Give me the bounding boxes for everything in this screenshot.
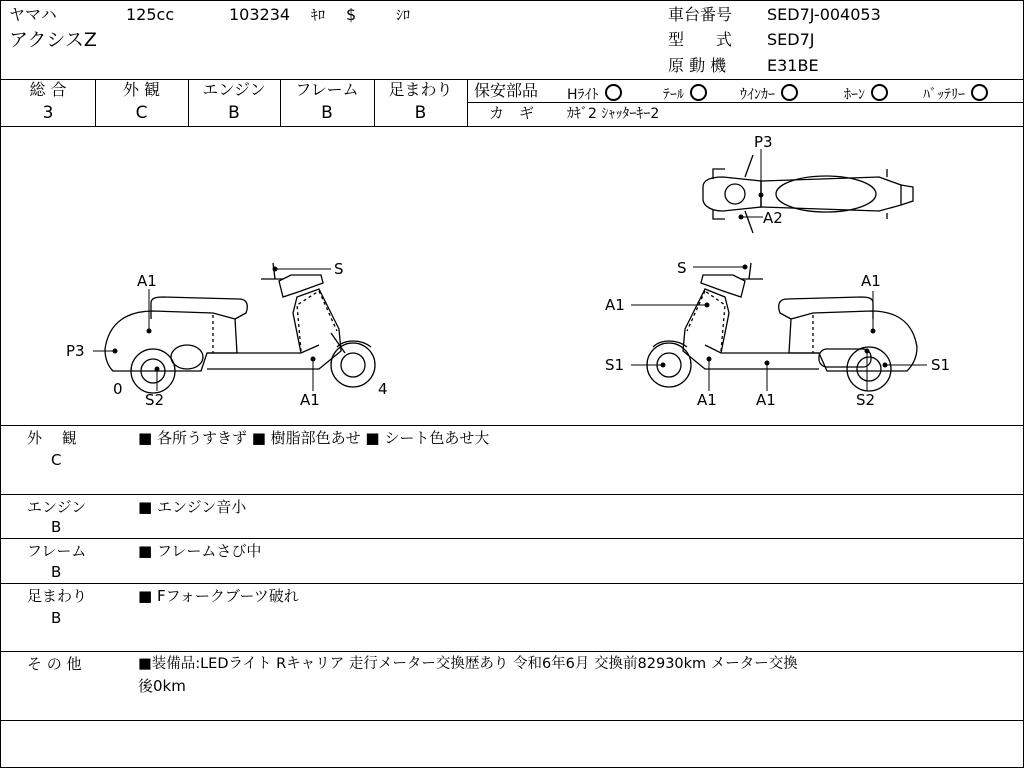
grade-label-frame: フレーム [295,80,359,99]
label-s1-right-left: S1 [605,356,625,374]
remark-text-exterior: ■ 各所うすきず ■ 樹脂部色あせ ■ シート色あせ大 [138,429,490,447]
frame-number-label: 車台番号 [668,5,733,24]
label-s2-right: S2 [856,391,876,409]
scooter-top-view [703,155,913,233]
ok-circle-icon [971,84,988,101]
safety-title: 保安部品 [474,81,539,100]
label-s-right: S [677,259,687,277]
remark-text-frame: ■ フレームさび中 [138,542,262,560]
label-s1-right-right: S1 [931,356,951,374]
safety-item-winker: ｳｲﾝｶｰ [740,84,798,102]
frame-number: SED7J-004053 [767,5,881,24]
grade-value-frame: B [321,103,333,123]
label-s-left: S [334,260,344,278]
label-p3-top: P3 [754,133,773,151]
grade-value-exterior: C [135,103,148,123]
label-zero: 0 [113,380,123,398]
label-a1-left-top: A1 [137,272,157,290]
model-name: アクシスZ [9,29,97,51]
remark-category-engine: エンジン [27,498,87,516]
label-a2-top: A2 [763,209,783,227]
ok-circle-icon [781,84,798,101]
remark-category-exterior: 外 観 [27,429,77,447]
remark-grade-exterior: C [51,451,62,469]
grade-label-suspension: 足まわり [388,80,453,99]
safety-item-tail: ﾃｰﾙ [663,84,707,102]
label-a1-right-top: A1 [861,272,881,290]
safety-item-battery: ﾊﾞｯﾃﾘｰ [923,84,988,102]
color: ｼﾛ [396,8,410,24]
remark-category-other: そ の 他 [27,655,82,673]
displacement: 125cc [126,5,175,24]
type-value: SED7J [767,30,815,49]
label-a1-right-bottom-1: A1 [697,391,717,409]
ok-circle-icon [690,84,707,101]
remark-grade-engine: B [51,518,62,536]
damage-diagram [1,127,1023,425]
engine-label: 原 動 機 [668,56,727,75]
ok-circle-icon [871,84,888,101]
key-value: ｶｷﾞ2 ｼｬｯﾀｰｷｰ2 [567,106,660,122]
maker: ヤマハ [9,5,57,24]
remark-text-engine: ■ エンジン音小 [138,498,247,516]
label-a1-right-bottom-2: A1 [756,391,776,409]
remark-text-other: ■装備品:LEDライト Rキャリア 走行メーター交換歴あり 令和6年6月 交換前82930km メーター交換 [138,656,798,672]
label-p3-left: P3 [66,342,85,360]
grade-label-overall: 総 合 [29,80,67,99]
grade-value-suspension: B [414,103,427,123]
remark-category-frame: フレーム [27,542,87,560]
label-four: 4 [378,380,388,398]
safety-item-horn: ﾎｰﾝ [844,84,888,102]
grade-value-engine: B [228,103,240,123]
label-s2-left: S2 [145,391,165,409]
remark-text-suspension: ■ Fフォークブーツ破れ [138,587,299,605]
label-a1-right-left: A1 [605,296,625,314]
grade-value-overall: 3 [42,103,54,123]
remark-grade-suspension: B [51,609,62,627]
key-label: カ ギ [489,104,535,122]
grade-label-engine: エンジン [202,80,266,99]
grade-label-exterior: 外 観 [122,80,161,99]
odometer: 103234 [229,5,291,24]
label-a1-left-bottom: A1 [300,391,320,409]
type-label: 型 式 [668,30,733,49]
currency: $ [346,5,357,24]
safety-item-headlight: Hﾗｲﾄ [567,84,622,102]
remark-text-other-cont: 後0km [138,677,186,695]
ok-circle-icon [605,84,622,101]
remark-category-suspension: 足まわり [27,587,88,605]
odometer-unit: ｷﾛ [311,8,325,24]
remark-grade-frame: B [51,563,62,581]
engine-value: E31BE [767,56,819,75]
